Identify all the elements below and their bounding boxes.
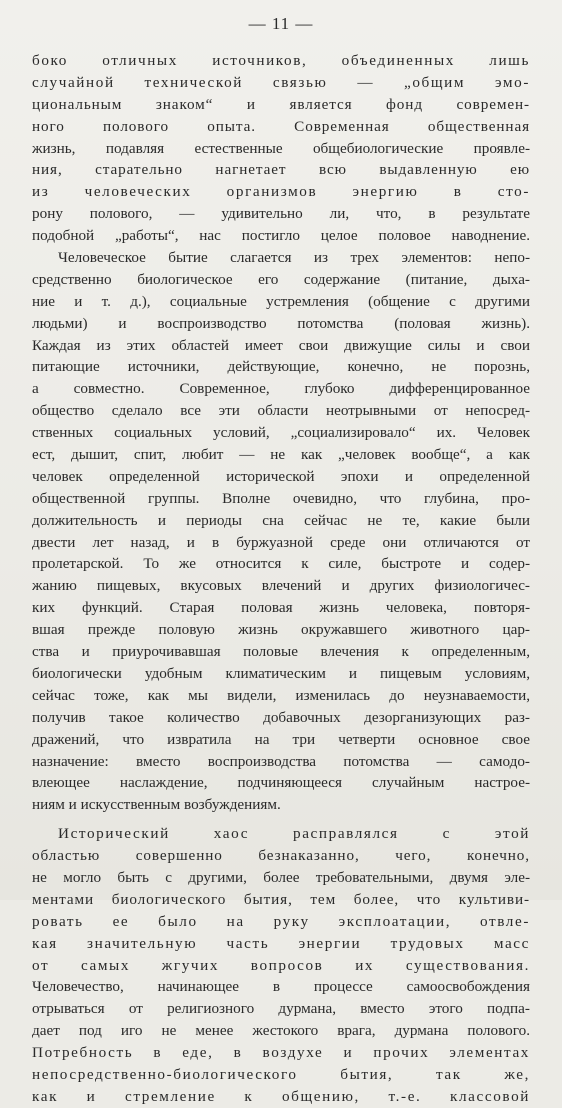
text-line: жизнь, подавляя естественные общебиологические проявле- — [32, 139, 530, 157]
text-line: как и стремление к общению, т.-е. классовой — [32, 1087, 530, 1105]
text-line: двести лет назад, и в буржуазной среде они отличаются от — [32, 533, 530, 551]
text-line: средственно биологическое его содержание (питание, дыха- — [32, 270, 530, 288]
paragraph-3 — [32, 823, 530, 1108]
text-line: Каждая из этих областей имеет свои движущие силы и свои — [32, 336, 530, 354]
paragraph-gap — [32, 816, 530, 823]
text-line: а совместно. Современное, глубоко дифференцированное — [32, 380, 530, 398]
text-line: вшая прежде половую жизнь окружавшего животного цар- — [32, 621, 530, 639]
text-line: ких функций. Старая половая жизнь человека, повторя- — [32, 599, 530, 617]
text-line: ственных социальных условий, „социализировало“ их. Человек — [32, 424, 530, 442]
text-line: получив такое количество добавочных дезорганизующих раз- — [32, 708, 530, 726]
text-line: областью совершенно безнаказанно, чего, конечно, — [32, 847, 530, 865]
paragraph-2 — [32, 247, 530, 816]
text-line: дает под иго не менее жестокого врага, дурмана полового. — [32, 1022, 530, 1040]
text-line: ния, старательно нагнетает всю выдавленную ею — [32, 161, 530, 179]
text-line: кая значительную часть энергии трудовых масс — [32, 934, 530, 952]
text-line: ниям и искусственным возбуждениям. — [32, 796, 281, 814]
body-text — [32, 50, 530, 1108]
text-line: ние и т. д.), социальные устремления (общение с другими — [32, 292, 530, 310]
text-line: Потребность в еде, в воздухе и прочих элементах — [32, 1044, 530, 1062]
text-line: ментами биологического бытия, тем более, что культиви- — [32, 890, 530, 908]
text-line: ровать ее было на руку эксплоатации, отвле- — [32, 912, 530, 930]
text-line: от самых жгучих вопросов их существования. — [32, 956, 530, 974]
text-line: случайной технической связью — „общим эмо- — [32, 73, 530, 91]
text-line: сейчас тоже, как мы видели, изменилась до неузнаваемости, — [32, 686, 530, 704]
text-line: биологически удобным климатическим и пищевым условиям, — [32, 664, 530, 682]
text-line: непосредственно-биологического бытия, так же, — [32, 1065, 530, 1083]
text-line: отрываться от религиозного дурмана, вместо этого подпа- — [32, 1000, 530, 1018]
text-line: Человеческое бытие слагается из трех элементов: непо- — [58, 249, 530, 267]
text-line: Исторический хаос расправлялся с этой — [58, 825, 530, 843]
text-line: влеющее наслаждение, подчиняющееся случайным настрое- — [32, 774, 530, 792]
text-line: ест, дышит, спит, любит — не как „человек вообще“, а как — [32, 446, 530, 464]
text-line: пролетарской. То же относится к силе, быстроте и содер- — [32, 555, 530, 573]
text-line: должительность и периоды сна сейчас не те, какие были — [32, 511, 530, 529]
text-line: жанию пищевых, вкусовых влечений и других физиологичес- — [32, 577, 530, 595]
text-line: подобной „работы“, нас постигло целое половое наводнение. — [32, 227, 530, 245]
text-line: ства и приурочивавшая половые влечения к определенным, — [32, 643, 530, 661]
text-line: боко отличных источников, объединенных лишь — [32, 52, 530, 69]
text-line: из человеческих организмов энергию в сто- — [32, 183, 530, 201]
text-line: питающие источники, действующие, конечно, не порознь, — [32, 358, 530, 376]
page-number: — 11 — — [248, 14, 314, 33]
text-line: людьми) и воспроизводство потомства (половая жизнь). — [32, 314, 530, 332]
text-line: не могло быть с другими, более требовательными, двумя эле- — [32, 868, 530, 886]
text-line: рону полового, — удивительно ли, что, в результате — [32, 205, 530, 223]
text-line: общественной группы. Вполне очевидно, что глубина, про- — [32, 489, 530, 507]
paragraph-1 — [32, 50, 530, 247]
text-line: Человечество, начинающее в процессе самоосвобождения — [32, 978, 530, 996]
text-line: человек определенной исторической эпохи и определенной — [32, 467, 530, 485]
text-line: дражений, что извратила на три четверти основное свое — [32, 730, 530, 748]
text-line: ного полового опыта. Современная общественная — [32, 117, 530, 135]
text-line: общество сделало все эти области неотрывными от непосред- — [32, 402, 530, 420]
text-line: циональным знаком“ и является фонд современ- — [32, 95, 530, 113]
text-line: назначение: вместо воспроизводства потомства — самодо- — [32, 752, 530, 770]
